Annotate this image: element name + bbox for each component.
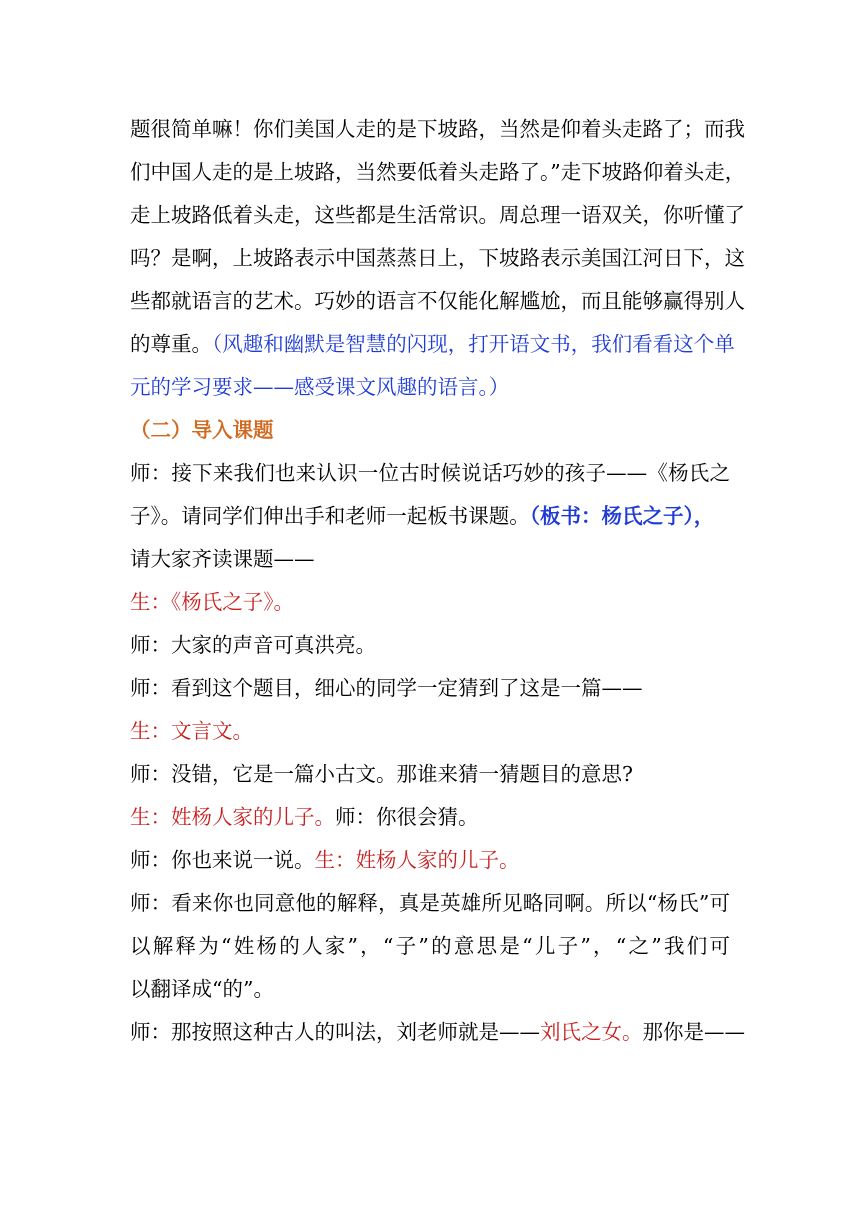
teacher-line: 师：没错，它是一篇小古文。那谁来猜一猜题目的意思?: [130, 762, 633, 786]
teacher-line: 师：看到这个题目，细心的同学一定猜到了这是一篇——: [130, 676, 643, 700]
paragraph-line: 吗？是啊，上坡路表示中国蒸蒸日上，下坡路表示美国江河日下，这: [130, 246, 745, 270]
section-heading: （二）导入课题: [130, 418, 274, 442]
text-run: 子》。请同学们伸出手和老师一起板书课题。: [130, 504, 530, 528]
teacher-line: 师：大家的声音可真洪亮。: [130, 633, 376, 657]
paragraph-line: 些都就语言的艺术。巧妙的语言不仅能化解尴尬，而且能够赢得别人: [130, 289, 745, 313]
blackboard-note: （板书：杨氏之子），: [529, 504, 715, 528]
student-text: 刘氏之女。: [540, 1020, 643, 1044]
dialogue-line: [130, 845, 730, 875]
paragraph-line: 题很简单嘛！你们美国人走的是下坡路，当然是仰着头走路了；而我: [130, 117, 745, 141]
paragraph-line: 以解释为“姓杨的人家”，“子”的意思是“儿子”，“之”我们可: [130, 934, 730, 958]
paragraph-line: 请大家齐读课题——: [130, 547, 315, 571]
student-line: 生：文言文。: [130, 719, 253, 743]
student-text: 生：姓杨人家的儿子。: [130, 805, 335, 829]
teacher-text: 师：那按照这种古人的叫法，刘老师就是——: [130, 1020, 540, 1044]
teacher-text: 师：你也来说一说。: [130, 848, 315, 872]
text-run: 的尊重。: [130, 332, 212, 356]
blue-note-line: 元的学习要求——感受课文风趣的语言。）: [130, 375, 510, 399]
dialogue-line: [130, 1017, 745, 1047]
student-text: 生：姓杨人家的儿子。: [314, 848, 520, 872]
blue-note: （风趣和幽默是智慧的闪现，打开语文书，我们看看这个单: [212, 332, 735, 356]
paragraph-line: 师：看来你也同意他的解释，真是英雄所见略同啊。所以“杨氏”可: [130, 891, 730, 915]
paragraph-line: 师：接下来我们也来认识一位古时候说话巧妙的孩子——《杨氏之: [130, 461, 730, 485]
paragraph-line: 以翻译成“的”。: [130, 977, 274, 1001]
student-line: 生：《杨氏之子》。: [130, 590, 294, 614]
paragraph-line: 们中国人走的是上坡路，当然要低着头走路了。”走下坡路仰着头走，: [130, 160, 746, 184]
paragraph-line: [130, 329, 735, 359]
teacher-text: 那你是——: [642, 1020, 745, 1044]
paragraph-line: 走上坡路低着头走，这些都是生活常识。周总理一语双关，你听懂了: [130, 203, 745, 227]
teacher-text: 师：你很会猜。: [335, 805, 479, 829]
paragraph-line: [130, 501, 730, 531]
dialogue-line: [130, 802, 730, 832]
